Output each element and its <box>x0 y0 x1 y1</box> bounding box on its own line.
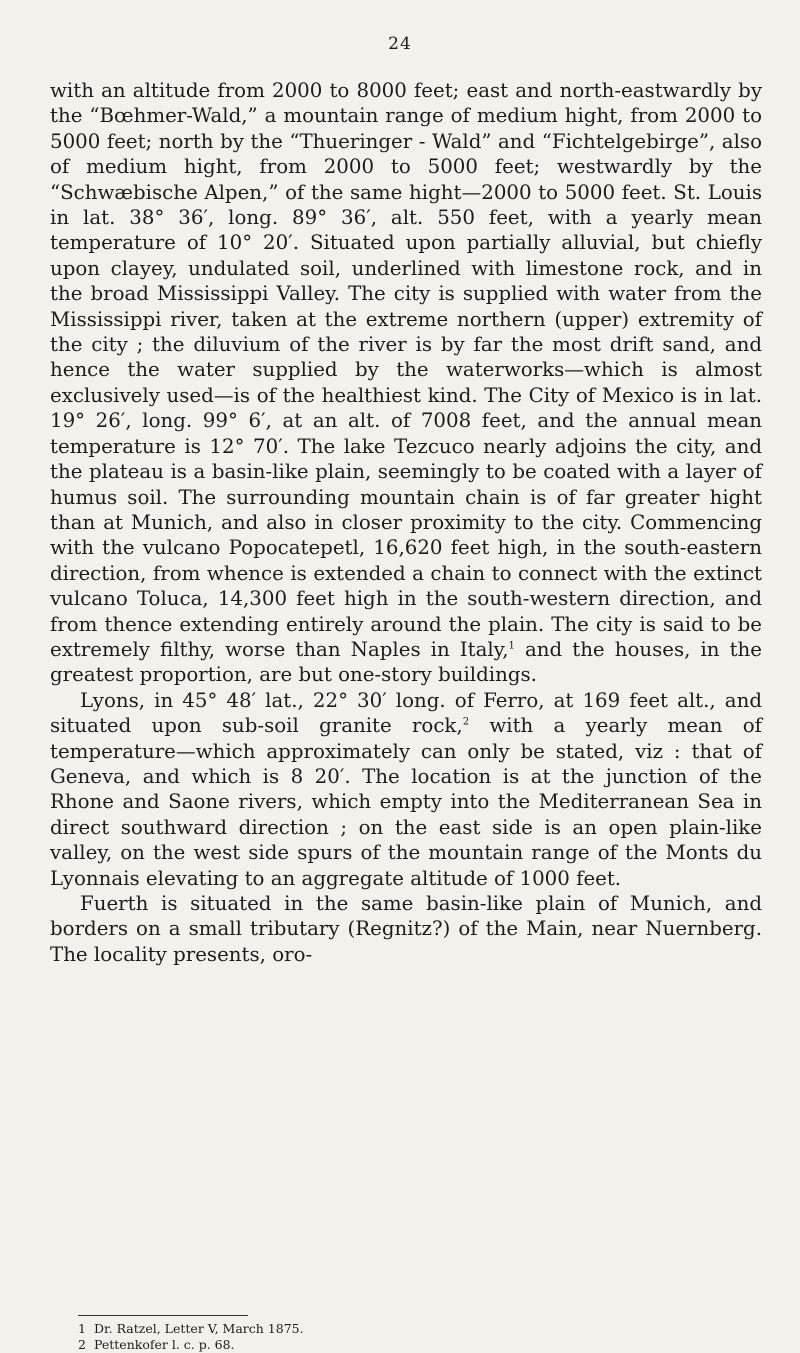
footnote-divider <box>78 1315 248 1316</box>
footnote-number: 2 <box>78 1337 86 1352</box>
footnote-text: Dr. Ratzel, Letter V, March 1875. <box>94 1321 304 1336</box>
footnote-ref-2: 2 <box>462 716 470 728</box>
paragraph-2-start: Lyons, in 45° 48′ lat., 22° 30′ long. of Ferro, at 169 feet alt., and situated upon sub-soil granite rock, <box>50 688 762 738</box>
paragraph-1-text: with an altitude from 2000 to 8000 feet; east and north-eastwardly by the “Bœhmer-Wald,” a mountain range of medium hight, from 2000 to 5000 feet; north by the “Thueringer - Wald” and “Fichtelgebirge”, also of medium hight, from 2000 to 5000 feet; westwardly by the “Schwæbische Alpen,” of the same hight—2000 to 5000 feet. St. Louis in lat. 38° 36′, long. 89° 36′, alt. 550 feet, with a yearly mean temperature of 10° 20′. Situated upon partially alluvial, but chiefly upon clayey, undulated soil, underlined with limestone rock, and in the broad Mississippi Valley. The city is supplied with water from the Mississippi river, taken at the extreme northern (upper) extremity of the city ; the diluvium of the river is by far the most drift sand, and hence the water supplied by the waterworks—which is almost exclusively used—is of the healthiest kind. The City of Mexico is in lat. 19° 26′, long. 99° 6′, at an alt. of 7008 feet, and the annual mean temperature is 12° 70′. The lake Tezcuco nearly adjoins the city, and the plateau is a basin-like plain, seemingly to be coated with a layer of humus soil. The surrounding mountain chain is of far greater hight than at Munich, and also in closer proximity to the city. Commencing with the vulcano Popocatepetl, 16,620 feet high, in the south-eastern direction, from whence is extended a chain to connect with the extinct vulcano Toluca, 14,300 feet high in the south-western direction, and from thence extending entirely around the plain. The city is said to be extremely filthy, worse than Naples in Italy, <box>50 79 762 661</box>
paragraph-1-end: and the houses, in the greatest proportion, are but one-story buildings. <box>50 637 762 687</box>
footnote-item <box>78 1337 598 1353</box>
paragraph-continued <box>50 78 762 688</box>
paragraph-fuerth: Fuerth is situated in the same basin-like plain of Munich, and borders on a small tributary (Regnitz?) of the Main, near Nuernberg. The locality presents, oro- <box>50 892 762 966</box>
paragraph-2-end: with a yearly mean of temperature—which approximately can only be stated, viz : that of Geneva, and which is 8 20′. The location is at the junction of the Rhone and Saone rivers, which empty into the Mediterranean Sea in direct southward direction ; on the east side is an open plain-like valley, on the west side spurs of the mountain range of the Monts du Lyonnais elevating to an aggregate altitude of 1000 feet. <box>50 714 762 890</box>
body-text <box>50 78 762 967</box>
page-number: 24 <box>388 34 412 54</box>
footnote-ref-1: 1 <box>508 640 515 652</box>
paragraph-lyons <box>50 688 762 891</box>
footnotes <box>78 1321 598 1353</box>
footnote-item <box>78 1321 598 1337</box>
footnote-text: Pettenkofer l. c. p. 68. <box>94 1337 235 1352</box>
footnote-number: 1 <box>78 1321 86 1336</box>
